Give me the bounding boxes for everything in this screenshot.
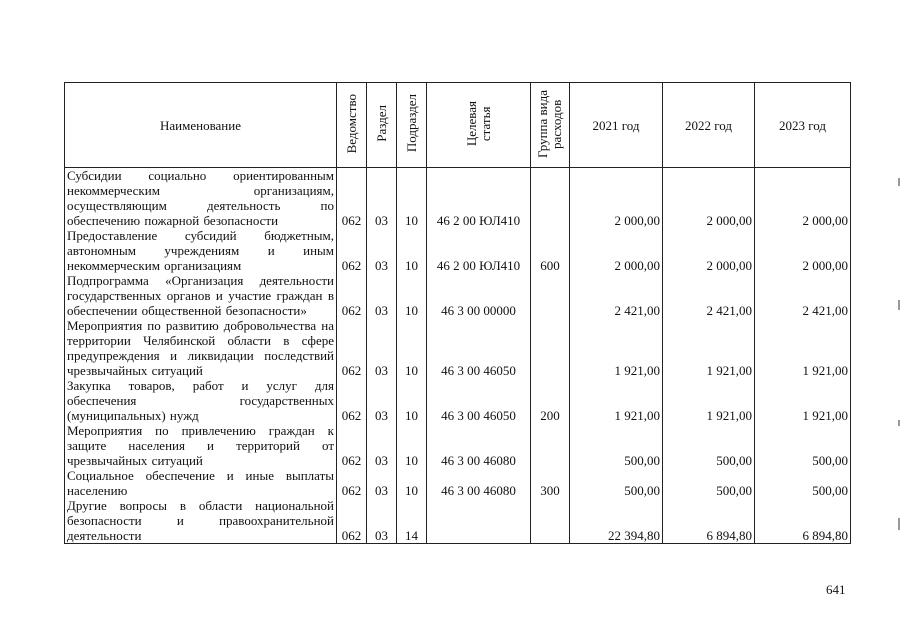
scan-edge-mark bbox=[898, 518, 900, 530]
cell-year-2022: 2 421,00 bbox=[663, 273, 755, 318]
cell-section: 03 bbox=[367, 468, 397, 498]
table-body bbox=[65, 168, 851, 544]
cell-year-2022: 1 921,00 bbox=[663, 378, 755, 423]
header-expense-group: Группа вида расходов bbox=[531, 83, 570, 168]
cell-year-2021: 1 921,00 bbox=[570, 318, 663, 378]
table-row bbox=[65, 498, 851, 544]
table-row bbox=[65, 228, 851, 273]
table-row bbox=[65, 273, 851, 318]
cell-expense-group bbox=[531, 423, 570, 468]
cell-year-2022: 500,00 bbox=[663, 423, 755, 468]
cell-year-2022: 500,00 bbox=[663, 468, 755, 498]
header-section: Раздел bbox=[367, 83, 397, 168]
cell-year-2021: 500,00 bbox=[570, 468, 663, 498]
cell-year-2023: 2 000,00 bbox=[755, 228, 851, 273]
cell-section: 03 bbox=[367, 423, 397, 468]
cell-year-2023: 2 000,00 bbox=[755, 168, 851, 229]
header-department: Ведомство bbox=[337, 83, 367, 168]
cell-expense-group bbox=[531, 498, 570, 544]
cell-year-2023: 500,00 bbox=[755, 423, 851, 468]
cell-year-2022: 1 921,00 bbox=[663, 318, 755, 378]
cell-department: 062 bbox=[337, 273, 367, 318]
cell-year-2022: 2 000,00 bbox=[663, 168, 755, 229]
header-year-2023: 2023 год bbox=[755, 83, 851, 168]
cell-target-article: 46 3 00 00000 bbox=[427, 273, 531, 318]
cell-target-article: 46 3 00 46050 bbox=[427, 318, 531, 378]
scan-edge-mark bbox=[898, 178, 900, 186]
cell-year-2022: 6 894,80 bbox=[663, 498, 755, 544]
cell-expense-group: 200 bbox=[531, 378, 570, 423]
cell-department: 062 bbox=[337, 378, 367, 423]
cell-subsection: 10 bbox=[397, 273, 427, 318]
header-year-2022: 2022 год bbox=[663, 83, 755, 168]
cell-subsection: 10 bbox=[397, 423, 427, 468]
cell-subsection: 10 bbox=[397, 318, 427, 378]
cell-department: 062 bbox=[337, 168, 367, 229]
table-row bbox=[65, 168, 851, 229]
table-row bbox=[65, 468, 851, 498]
cell-name: Мероприятия по развитию добровольчества на территории Челябинской области в сфере предупреждения и ликвидации последствий чрезвычайных ситуаций bbox=[65, 318, 337, 378]
cell-target-article: 46 3 00 46080 bbox=[427, 468, 531, 498]
cell-name: Субсидии социально ориентированным некоммерческим организациям, осуществляющим деятельность по обеспечению пожарной безопасности bbox=[65, 168, 337, 229]
table-row bbox=[65, 318, 851, 378]
cell-subsection: 10 bbox=[397, 168, 427, 229]
cell-target-article: 46 3 00 46050 bbox=[427, 378, 531, 423]
header-subsection: Подраздел bbox=[397, 83, 427, 168]
cell-subsection: 10 bbox=[397, 378, 427, 423]
cell-section: 03 bbox=[367, 498, 397, 544]
header-year-2021: 2021 год bbox=[570, 83, 663, 168]
page-number: 641 bbox=[826, 582, 846, 597]
cell-year-2021: 22 394,80 bbox=[570, 498, 663, 544]
cell-target-article: 46 2 00 ЮЛ410 bbox=[427, 228, 531, 273]
cell-target-article bbox=[427, 498, 531, 544]
cell-section: 03 bbox=[367, 273, 397, 318]
header-target-article: Целевая статья bbox=[427, 83, 531, 168]
cell-department: 062 bbox=[337, 228, 367, 273]
cell-year-2021: 1 921,00 bbox=[570, 378, 663, 423]
table-row bbox=[65, 378, 851, 423]
cell-expense-group bbox=[531, 318, 570, 378]
cell-target-article: 46 3 00 46080 bbox=[427, 423, 531, 468]
cell-subsection: 10 bbox=[397, 468, 427, 498]
cell-year-2023: 2 421,00 bbox=[755, 273, 851, 318]
cell-department: 062 bbox=[337, 423, 367, 468]
cell-year-2021: 500,00 bbox=[570, 423, 663, 468]
budget-table bbox=[64, 82, 851, 544]
header-name: Наименование bbox=[65, 83, 337, 168]
scan-edge-mark bbox=[898, 420, 900, 426]
cell-target-article: 46 2 00 ЮЛ410 bbox=[427, 168, 531, 229]
cell-expense-group bbox=[531, 168, 570, 229]
table-header bbox=[65, 83, 851, 168]
cell-year-2023: 1 921,00 bbox=[755, 378, 851, 423]
cell-name: Социальное обеспечение и иные выплаты населению bbox=[65, 468, 337, 498]
cell-year-2021: 2 000,00 bbox=[570, 168, 663, 229]
cell-department: 062 bbox=[337, 468, 367, 498]
cell-section: 03 bbox=[367, 228, 397, 273]
cell-name: Мероприятия по привлечению граждан к защите населения и территорий от чрезвычайных ситуаций bbox=[65, 423, 337, 468]
scan-edge-mark bbox=[898, 300, 900, 310]
cell-subsection: 14 bbox=[397, 498, 427, 544]
cell-section: 03 bbox=[367, 378, 397, 423]
cell-year-2022: 2 000,00 bbox=[663, 228, 755, 273]
cell-expense-group: 300 bbox=[531, 468, 570, 498]
cell-name: Предоставление субсидий бюджетным, автономным учреждениям и иным некоммерческим организациям bbox=[65, 228, 337, 273]
cell-year-2023: 6 894,80 bbox=[755, 498, 851, 544]
cell-name: Подпрограмма «Организация деятельности государственных органов и участие граждан в обеспечении общественной безопасности» bbox=[65, 273, 337, 318]
table-row bbox=[65, 423, 851, 468]
cell-department: 062 bbox=[337, 318, 367, 378]
cell-year-2023: 1 921,00 bbox=[755, 318, 851, 378]
cell-year-2023: 500,00 bbox=[755, 468, 851, 498]
cell-subsection: 10 bbox=[397, 228, 427, 273]
cell-year-2021: 2 421,00 bbox=[570, 273, 663, 318]
cell-expense-group: 600 bbox=[531, 228, 570, 273]
cell-year-2021: 2 000,00 bbox=[570, 228, 663, 273]
cell-section: 03 bbox=[367, 168, 397, 229]
cell-department: 062 bbox=[337, 498, 367, 544]
cell-name: Закупка товаров, работ и услуг для обеспечения государственных (муниципальных) нужд bbox=[65, 378, 337, 423]
cell-expense-group bbox=[531, 273, 570, 318]
cell-name: Другие вопросы в области национальной безопасности и правоохранительной деятельности bbox=[65, 498, 337, 544]
cell-section: 03 bbox=[367, 318, 397, 378]
